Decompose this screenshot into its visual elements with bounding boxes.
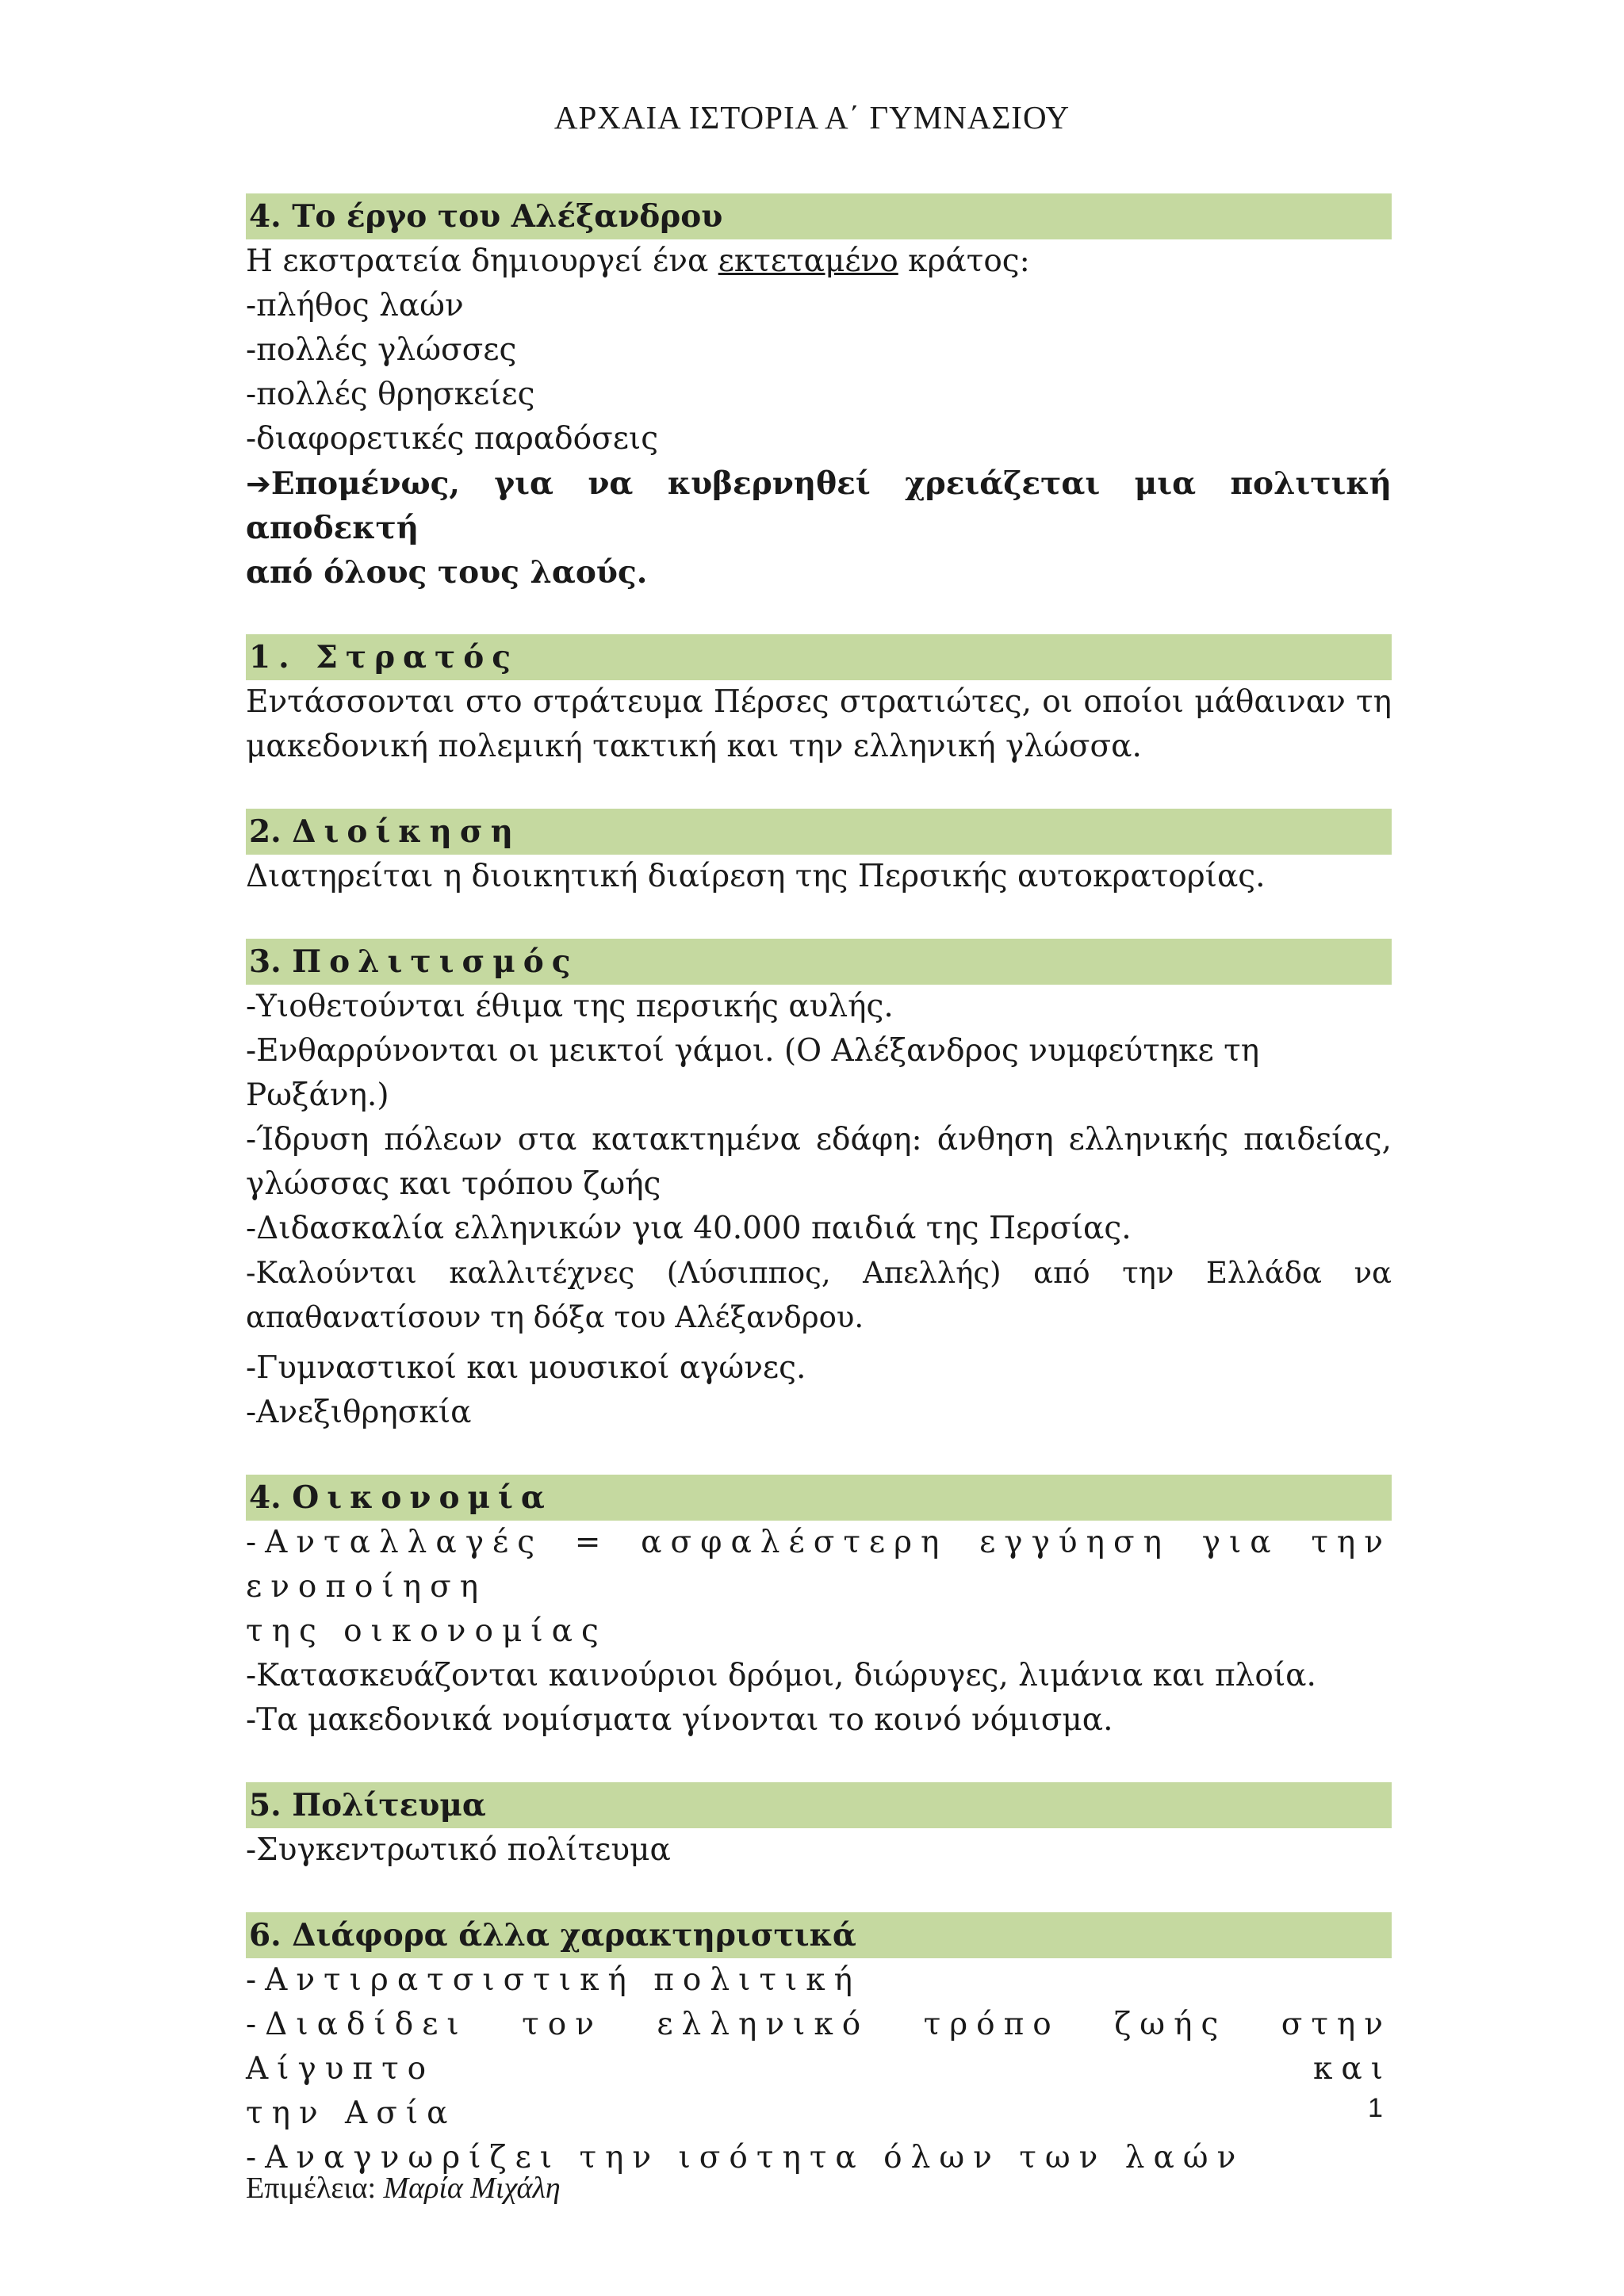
page-number: 1 — [1368, 2093, 1383, 2123]
page-header: ΑΡΧΑΙΑ ΙΣΤΟΡΙΑ Α΄ ΓΥΜΝΑΣΙΟΥ — [553, 99, 1071, 136]
conclusion-line-1: ➔Επομένως, για να κυβερνηθεί χρειάζεται μια πολιτική αποδεκτή — [246, 465, 1392, 546]
list-item: -πολλές θρησκείες — [246, 377, 535, 412]
author-name: Μαρία Μιχάλη — [383, 2172, 561, 2205]
polity-text-line: -Συγκεντρωτικό πολίτευμα — [246, 1832, 671, 1868]
economy-text-line: -Τα μακεδονικά νομίσματα γίνονται το κοινό νόμισμα. — [246, 1702, 1113, 1738]
arrow-right-icon: ➔ — [246, 466, 271, 501]
other-text-line: -Αντιρατσιστική πολιτική — [246, 1962, 862, 1998]
other-text-line: -Διαδίδει τον ελληνικό τρόπο ζωής στην Αίγυπτο και — [246, 2007, 1392, 2087]
list-item: -διαφορετικές παραδόσεις — [246, 421, 659, 457]
culture-text-line: απαθανατίσουν τη δόξα του Αλέξανδρου. — [246, 1300, 864, 1334]
culture-text-line: γλώσσας και τρόπου ζωής — [246, 1166, 661, 1202]
culture-text-line: -Γυμναστικοί και μουσικοί αγώνες. — [246, 1350, 806, 1386]
army-text-line: Εντάσσονται στο στράτευμα Πέρσες στρατιώτες, οι οποίοι μάθαιναν τη — [246, 684, 1392, 720]
document-body — [246, 193, 1392, 2180]
culture-text-line: -Ανεξιθρησκία — [246, 1395, 472, 1430]
economy-text-line: της οικονομίας — [246, 1613, 607, 1649]
section-heading-economy: 4. Οικονομία — [246, 1475, 1392, 1521]
other-text-line: την Ασία — [246, 2095, 457, 2131]
list-item: -πολλές γλώσσες — [246, 332, 517, 368]
culture-text-line: -Καλούνται καλλιτέχνες (Λύσιππος, Απελλής) από την Ελλάδα να — [246, 1256, 1392, 1290]
section-heading-polity: 5. Πολίτευμα — [246, 1782, 1392, 1828]
army-text-line: μακεδονική πολεμική τακτική και την ελληνική γλώσσα. — [246, 729, 1142, 764]
list-item: -πλήθος λαών — [246, 288, 464, 323]
culture-text-line: -Διδασκαλία ελληνικών για 40.000 παιδιά της Περσίας. — [246, 1211, 1132, 1246]
underlined-word: εκτεταμένο — [718, 243, 898, 279]
culture-text-line: -Ενθαρρύνονται οι μεικτοί γάμοι. (Ο Αλέξανδρος νυμφεύτηκε τη Ρωξάνη.) — [246, 1033, 1260, 1113]
culture-text-line: -Υιοθετούνται έθιμα της περσικής αυλής. — [246, 989, 894, 1024]
economy-text-line: -Ανταλλαγές = ασφαλέστερη εγγύηση για την ενοποίηση — [246, 1525, 1392, 1605]
section-heading-alexander-work: 4. Το έργο του Αλέξανδρου — [246, 193, 1392, 239]
section-heading-army: 1. Στρατός — [246, 634, 1392, 680]
culture-text-line: -Ίδρυση πόλεων στα κατακτημένα εδάφη: άνθηση ελληνικής παιδείας, — [246, 1122, 1392, 1158]
intro-lead: Η εκστρατεία δημιουργεί ένα εκτεταμένο κράτος: — [246, 243, 1030, 279]
section-heading-other-features: 6. Διάφορα άλλα χαρακτηριστικά — [246, 1912, 1392, 1958]
economy-text-line: -Κατασκευάζονται καινούριοι δρόμοι, διώρυγες, λιμάνια και πλοία. — [246, 1658, 1316, 1693]
other-text-line: -Αναγνωρίζει την ισότητα όλων των λαών — [246, 2140, 1245, 2175]
section-heading-administration: 2. Διοίκηση — [246, 809, 1392, 855]
administration-text-line: Διατηρείται η διοικητική διαίρεση της Περσικής αυτοκρατορίας. — [246, 859, 1266, 894]
conclusion-line-2: από όλους τους λαούς. — [246, 554, 648, 591]
footer-credit: Επιμέλεια: Μαρία Μιχάλη — [246, 2172, 561, 2205]
section-heading-culture: 3. Πολιτισμός — [246, 939, 1392, 985]
